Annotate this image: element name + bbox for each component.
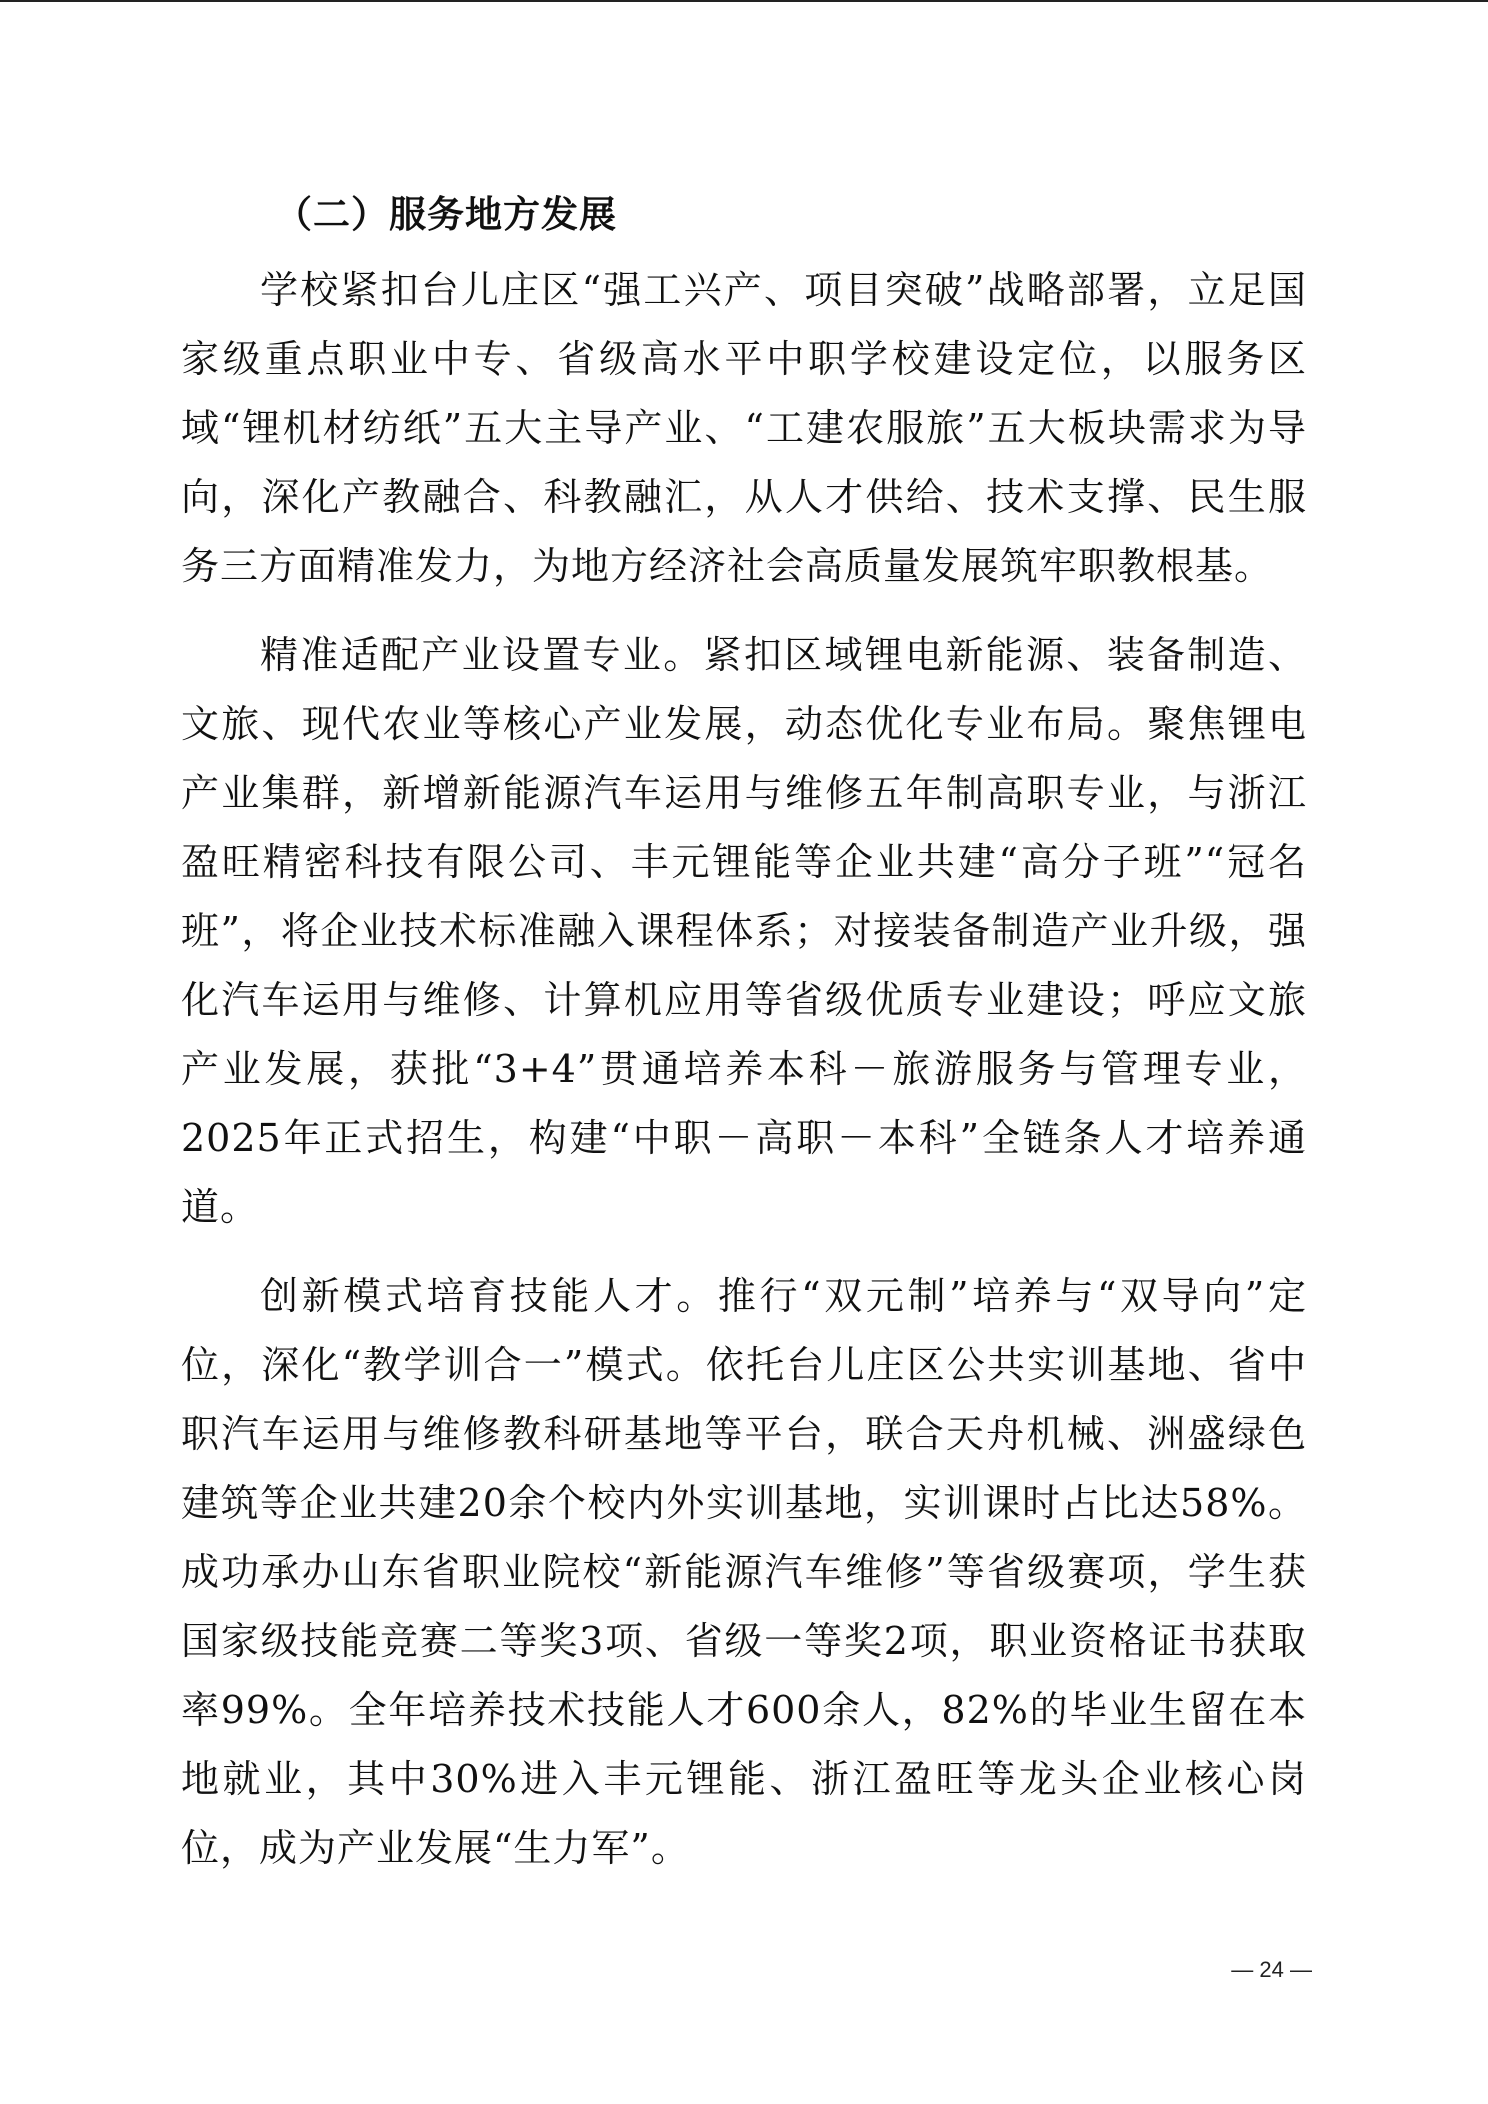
paragraph-intro: 学校紧扣台儿庄区“强工兴产、项目突破”战略部署，立足国家级重点职业中专、省级高水平中职学校建设定位，以服务区域“锂机材纺纸”五大主导产业、“工建农服旅”五大板块需求为导向，深化产教融合、科教融汇，从人才供给、技术支撑、民生服务三方面精准发力，为地方经济社会高质量发展筑牢职教根基。 [181,268,1307,588]
page-body [181,188,1307,1883]
section-heading: （二）服务地方发展 [275,193,617,236]
paragraph-majors: 精准适配产业设置专业。紧扣区域锂电新能源、装备制造、文旅、现代农业等核心产业发展，动态优化专业布局。聚焦锂电产业集群，新增新能源汽车运用与维修五年制高职专业，与浙江盈旺精密科技有限公司、丰元锂能等企业共建“高分子班”“冠名班”，将企业技术标准融入课程体系；对接装备制造产业升级，强化汽车运用与维修、计算机应用等省级优质专业建设；呼应文旅产业发展，获批“3+4”贯通培养本科－旅游服务与管理专业，2025年正式招生，构建“中职－高职－本科”全链条人才培养通道。 [181,633,1307,1229]
page-number: — 24 — [1231,1957,1312,1982]
paragraph-talent: 创新模式培育技能人才。推行“双元制”培养与“双导向”定位，深化“教学训合一”模式。依托台儿庄区公共实训基地、省中职汽车运用与维修教科研基地等平台，联合天舟机械、洲盛绿色建筑等企业共建20余个校内外实训基地，实训课时占比达58%。成功承办山东省职业院校“新能源汽车维修”等省级赛项，学生获国家级技能竞赛二等奖3项、省级一等奖2项，职业资格证书获取率99%。全年培养技术技能人才600余人，82%的毕业生留在本地就业，其中30%进入丰元锂能、浙江盈旺等龙头企业核心岗位，成为产业发展“生力军”。 [181,1274,1307,1870]
